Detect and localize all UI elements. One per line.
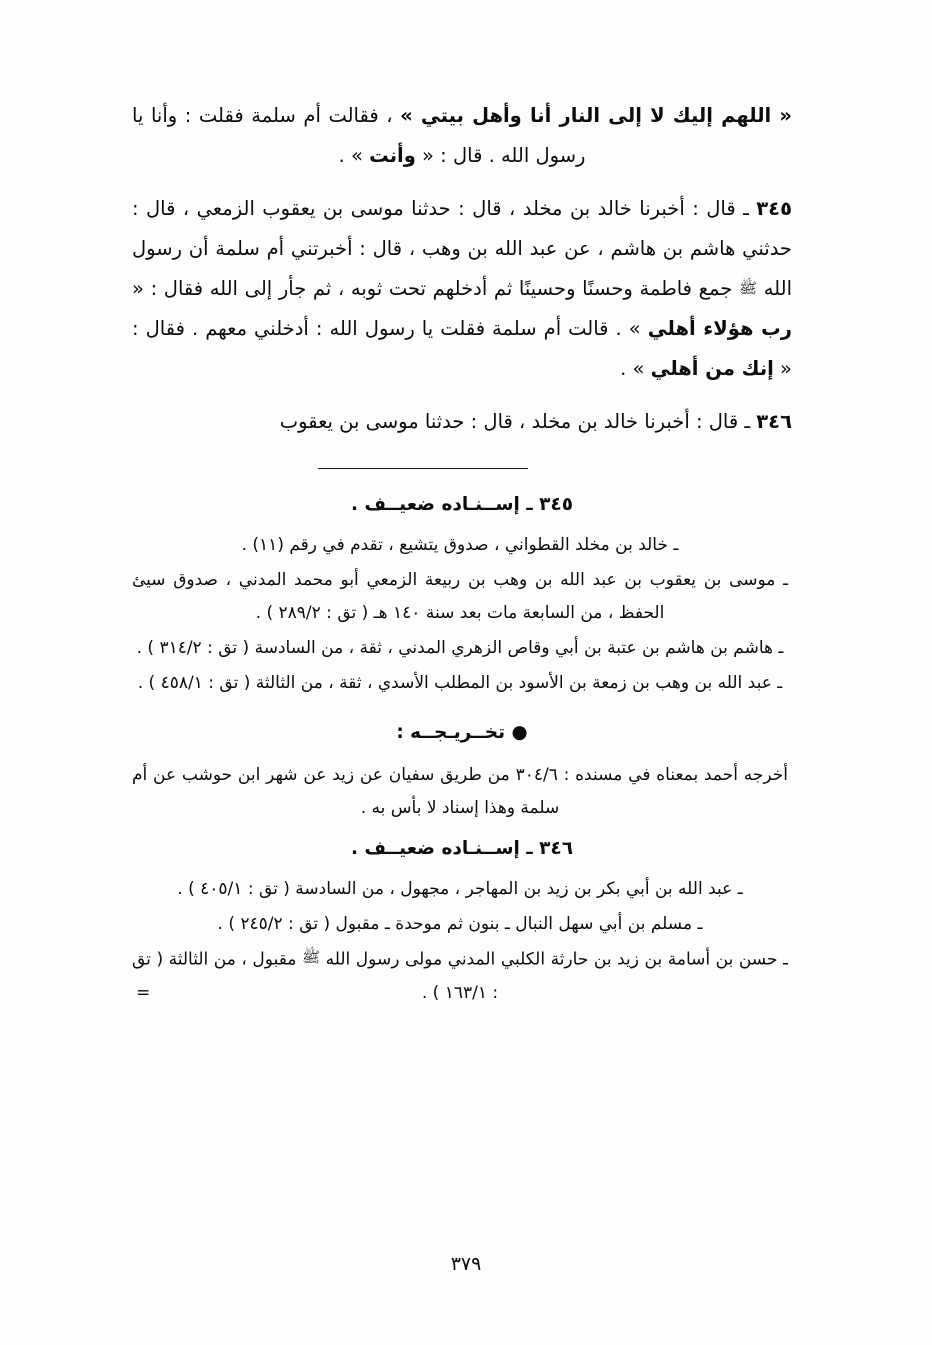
footnote-item: ـ عبد الله بن وهب بن زمعة بن الأسود بن المطلب الأسدي ، ثقة ، من الثالثة ( تق : ٤٥٨/١ ) . [137,673,783,694]
hadith-346-number: ٣٤٦ [756,409,792,433]
footnote-heading-345: ٣٤٥ ـ إســنـاده ضعيــف . [351,493,573,515]
hadith-345-isnad: ـ قال : أخبرنا خالد بن مخلد ، قال : حدثنا موسى بن يعقوب الزمعي ، قال : حدثني هاشم بن هاشم ، عن عبد الله بن وهب ، قال : أخبرتني أم سلمة أن رسول الله [132,196,792,300]
hadith-345-text-2: جمع فاطمة وحسنًا وحسينًا ثم أدخلهم تحت ثوبه ، ثم جأر إلى الله فقال : « [132,276,739,300]
hadith-345 [132,189,792,389]
paragraph-opening [132,96,792,176]
footnote-item-last [132,943,792,1010]
hadith-345-number: ٣٤٥ [756,196,792,220]
hadith-345-text-4: » . [620,356,651,380]
hadith-345-bold-1: رب هؤلاء أهلي [647,316,792,340]
sallallahu-alayhi-wasallam-icon: ﷺ [738,278,758,297]
hadith-quote-bold: « اللهم إليك لا إلى النار أنا وأهل بيتي » [400,104,792,127]
footnote-divider [318,468,528,469]
hadith-345-text-3: » . قالت أم سلمة فقلت يا رسول الله : أدخلني معهم . فقال : « [132,316,792,380]
footnote-item: ـ هاشم بن هاشم بن عتبة بن أبي وقاص الزهري المدني ، ثقة ، من السادسة ( تق : ٣١٤/٢ ) . [136,638,784,659]
footnote-item: ـ خالد بن مخلد القطواني ، صدوق يتشيع ، تقدم في رقم (١١) . [241,534,679,555]
hadith-345-bold-2: إنك من أهلي [650,356,774,380]
footnote-item: ـ عبد الله بن أبي بكر بن زيد بن المهاجر ، مجهول ، من السادسة ( تق : ٤٠٥/١ ) . [177,878,743,899]
sallallahu-alayhi-wasallam-icon: ﷺ [301,948,321,967]
takhrij-heading: ● تخــريـجــه : [396,721,528,743]
hadith-346 [132,402,792,442]
hadith-quote-tail: » . [338,143,370,167]
hadith-quote-rest: ، فقالت أم سلمة فقلت : وأنا يا رسول الله . قال : « [132,104,586,167]
footnote-item: ـ موسى بن يعقوب بن عبد الله بن وهب بن ربيعة الزمعي أبو محمد المدني ، صدوق سيئ الحفظ ، من السابعة مات بعد سنة ١٤٠ هـ ( تق : ٢٨٩/٢ ) . [132,569,788,624]
hadith-346-isnad: ـ قال : أخبرنا خالد بن مخلد ، قال : حدثنا موسى بن يعقوب [279,409,757,433]
page-content [132,96,792,1012]
hadith-quote-bold-2: وأنت [369,143,416,167]
footnote-item: ـ مسلم بن أبي سهل النبال ـ بنون ثم موحدة ـ مقبول ( تق : ٢٤٥/٢ ) . [217,914,703,935]
continuation-mark: = [136,982,151,1003]
footnote-item-text-tail: مقبول ، من الثالثة ( تق : ١٦٣/١ ) . [132,949,499,1003]
page-number: ٣٧٩ [450,1253,482,1275]
footnote-heading-346: ٣٤٦ ـ إســنـاده ضعيــف . [351,837,573,859]
footnote-section [132,487,792,1010]
footnote-item-text: ـ حسن بن أسامة بن زيد بن حارثة الكلبي المدني مولى رسول الله [320,949,788,970]
takhrij-text: أخرجه أحمد بمعناه في مسنده : ٣٠٤/٦ من طريق سفيان عن زيد عن شهر ابن حوشب عن أم سلمة وهذا إسناد لا بأس به . [132,764,788,818]
